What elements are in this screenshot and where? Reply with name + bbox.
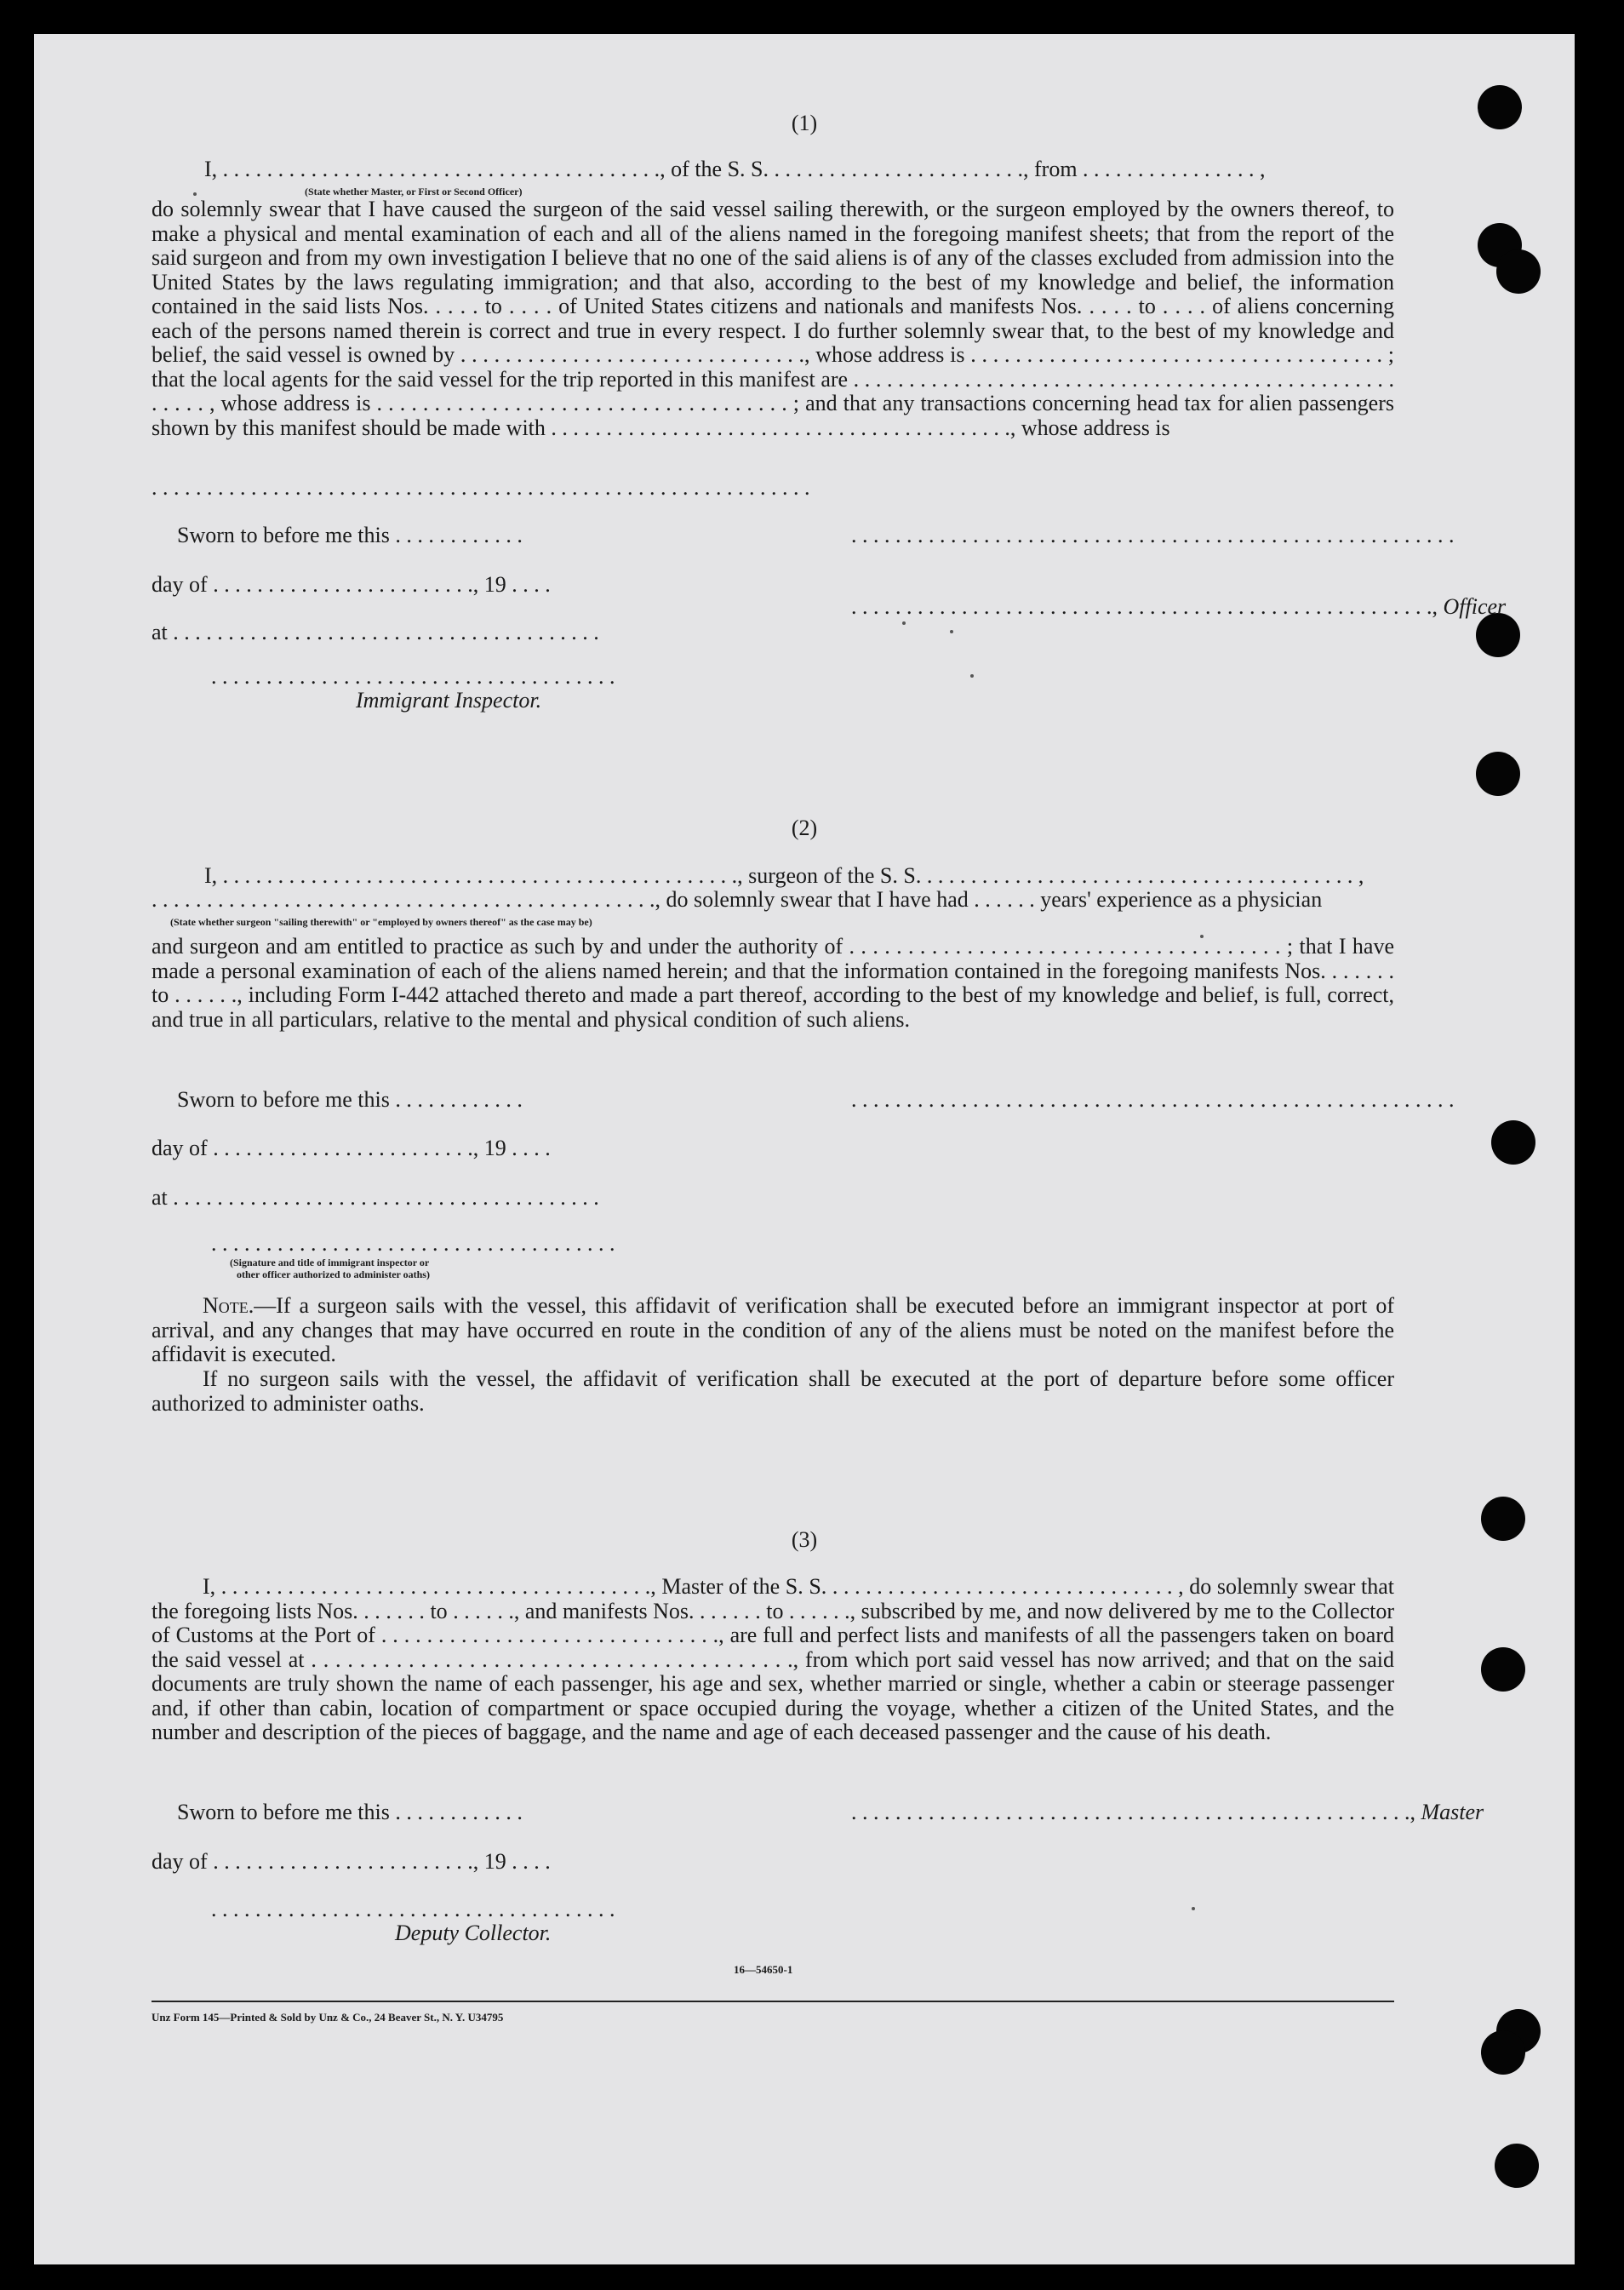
s3-sworn-line: Sworn to before me this . . . . . . . . . . . . — [177, 1800, 523, 1824]
s2-first-line: I, . . . . . . . . . . . . . . . . . . . . . . . . . . . . . . . . . . . . . . . . . . . . . . ., surgeon of the S. S. . . . . . . . . . . . . . . . . . . . . . . . . . . . . . . . . . . . . . . . , — [204, 863, 1364, 888]
footer-rule — [152, 2001, 1394, 2002]
s3-day-line: day of . . . . . . . . . . . . . . . . . . . . . . . ., 19 . . . . — [152, 1849, 551, 1874]
punch-hole-5 — [1476, 752, 1520, 796]
s1-day-line: day of . . . . . . . . . . . . . . . . . . . . . . . ., 19 . . . . — [152, 572, 551, 597]
speck — [1192, 1907, 1195, 1910]
s2-oath-paragraph: and surgeon and am entitled to practice as such by and under the authority of . . . . . . . . . . . . . . . . . . . . . . . . . . . . . . . . . . . . . ; that I have made a personal examination of each of the aliens named herein; and that the information contained in the foregoing manifests Nos. . . . . . . to . . . . . ., including Form I-442 attached thereto and made a part thereof, according to the best of my knowledge and belief, is full, correct, and true in all particulars, relative to the mental and physical condition of such aliens. — [152, 934, 1394, 1032]
s3-master-label: Master — [1421, 1800, 1484, 1824]
s1-inspector-dots: . . . . . . . . . . . . . . . . . . . . . . . . . . . . . . . . . . . . . — [211, 664, 615, 689]
section-1-number: (1) — [791, 111, 818, 135]
section-2-number: (2) — [791, 816, 818, 840]
form-code: 16—54650-1 — [734, 1963, 793, 1976]
s1-sworn-line: Sworn to before me this . . . . . . . . . . . . — [177, 523, 523, 547]
s2-signature-dots: . . . . . . . . . . . . . . . . . . . . . . . . . . . . . . . . . . . . . — [211, 1231, 615, 1256]
s1-officer-dots: . . . . . . . . . . . . . . . . . . . . . . . . . . . . . . . . . . . . . . . . . . . . . . . . . . . . ., — [851, 594, 1438, 619]
s1-signature-line: . . . . . . . . . . . . . . . . . . . . . . . . . . . . . . . . . . . . . . . . . . . . . . . . . . . . . . . — [851, 523, 1455, 547]
s2-day-line: day of . . . . . . . . . . . . . . . . . . . . . . . ., 19 . . . . — [152, 1136, 551, 1160]
punch-hole-6 — [1491, 1120, 1535, 1165]
speck — [902, 621, 906, 625]
s2-note-paragraph-2: If no surgeon sails with the vessel, the affidavit of verification shall be executed at the port of departure before some officer authorized to administer oaths. — [152, 1366, 1394, 1416]
s2-note-paragraph — [152, 1294, 1394, 1367]
s2-signature-line: . . . . . . . . . . . . . . . . . . . . . . . . . . . . . . . . . . . . . . . . . . . . . . . . . . . . . . . — [851, 1087, 1455, 1112]
s2-at-line: at . . . . . . . . . . . . . . . . . . . . . . . . . . . . . . . . . . . . . . . — [152, 1185, 599, 1210]
punch-hole-11 — [1495, 2144, 1539, 2188]
s2-note-text: —If a surgeon sails with the vessel, this affidavit of verification shall be executed before an immigrant inspector at port of arrival, and any changes that may have occurred en route in the condition of any of the aliens must be noted on the manifest before the affidavit is executed. — [152, 1293, 1394, 1366]
punch-hole-3 — [1496, 249, 1541, 294]
s1-officer-label: Officer — [1443, 594, 1507, 619]
s1-trailing-dots: . . . . . . . . . . . . . . . . . . . . . . . . . . . . . . . . . . . . . . . . . . . . . . . . . . . . . . . . . . . . — [152, 475, 810, 500]
s1-oath-paragraph: do solemnly swear that I have caused the surgeon of the said vessel sailing therewith, or the surgeon employed by the owners thereof, to make a physical and mental examination of each and all of the aliens named in the foregoing manifest sheets; that from the report of the said surgeon and from my own investigation I believe that no one of the said aliens is of any of the classes excluded from admission into the United States by the laws regulating immigration; and that also, according to the best of my knowledge and belief, the information contained in the said lists Nos. . . . . to . . . . of United States citizens and nationals and manifests Nos. . . . . to . . . . of aliens concerning each of the persons named therein is correct and true in every respect. I do further solemnly swear that, to the best of my knowledge and belief, the said vessel is owned by . . . . . . . . . . . . . . . . . . . . . . . . . . . . . . ., whose address is . . . . . . . . . . . . . . . . . . . . . . . . . . . . . . . . . . . . . ; that the local agents for the said vessel for the trip reported in this manifest are . . . . . . . . . . . . . . . . . . . . . . . . . . . . . . . . . . . . . . . . . . . . . . . . . . . . . . , whose address is . . . . . . . . . . . . . . . . . . . . . . . . . . . . . . . . . . . . ; and that any transactions concerning head tax for alien passengers shown by this manifest should be made with . . . . . . . . . . . . . . . . . . . . . . . . . . . . . . . . . . . . . . . . . ., whose address is — [152, 197, 1394, 440]
s2-sworn-line: Sworn to before me this . . . . . . . . . . . . — [177, 1087, 523, 1112]
s1-first-line-note: (State whether Master, or First or Second Officer) — [305, 186, 523, 198]
s3-master-dots: . . . . . . . . . . . . . . . . . . . . . . . . . . . . . . . . . . . . . . . . . . . . . . . . . . ., — [851, 1800, 1415, 1824]
speck — [193, 192, 197, 196]
speck — [970, 674, 974, 678]
s3-collector-dots: . . . . . . . . . . . . . . . . . . . . . . . . . . . . . . . . . . . . . — [211, 1897, 615, 1921]
punch-hole-8 — [1481, 1647, 1525, 1692]
s2-note-label: Note. — [203, 1293, 254, 1318]
s2-second-line: . . . . . . . . . . . . . . . . . . . . . . . . . . . . . . . . . . . . . . . . . . . . . ., do solemnly swear that I have had . . . . . . years' experience as a physician — [152, 887, 1323, 912]
section-3-number: (3) — [791, 1527, 818, 1552]
s3-oath-paragraph: I, . . . . . . . . . . . . . . . . . . . . . . . . . . . . . . . . . . . . . . ., Master of the S. S. . . . . . . . . . . . . . . . . . . . . . . . . . . . . . . . , do solemnly swear that the foregoing lists Nos. . . . . . . to . . . . . ., and manifests Nos. . . . . . . to . . . . . ., subscribed by me, and now delivered by me to the Collector of Customs at the Port of . . . . . . . . . . . . . . . . . . . . . . . . . . . . . ., are full and perfect lists and manifests of all the passengers taken on board the said vessel at . . . . . . . . . . . . . . . . . . . . . . . . . . . . . . . . . . . . . . . ., from which port said vessel has now arrived; and that on the said documents are truly shown the name of each passenger, his age and sex, whether married or single, whether a cabin or steerage passenger and, if other than cabin, location of compartment or space occupied during the voyage, whether a citizen of the United States, and the number and description of the pieces of baggage, and the name and age of each deceased passenger and the cause of his death. — [152, 1574, 1394, 1744]
s1-first-line: I, . . . . . . . . . . . . . . . . . . . . . . . . . . . . . . . . . . . . . . . ., of the S. S. . . . . . . . . . . . . . . . . . . . . . . ., from . . . . . . . . . . . . . . . . , — [204, 157, 1266, 181]
printer-footer: Unz Form 145—Printed & Sold by Unz & Co., 24 Beaver St., N. Y. U34795 — [152, 2011, 504, 2024]
s2-second-line-note: (State whether surgeon "sailing therewith" or "employed by owners thereof" as the case may be) — [170, 916, 592, 928]
punch-hole-10 — [1481, 2030, 1525, 2075]
s2-signature-caption-2: other officer authorized to administer oaths) — [237, 1268, 430, 1280]
s3-master-line — [851, 1800, 1484, 1825]
s1-at-line: at . . . . . . . . . . . . . . . . . . . . . . . . . . . . . . . . . . . . . . . — [152, 620, 599, 644]
form-page — [34, 34, 1575, 2264]
s1-officer-line — [851, 594, 1506, 620]
speck — [950, 630, 953, 633]
s2-signature-caption-1: (Signature and title of immigrant inspector or — [230, 1257, 430, 1268]
s1-inspector-title: Immigrant Inspector. — [356, 688, 542, 713]
s3-collector-title: Deputy Collector. — [395, 1921, 552, 1945]
